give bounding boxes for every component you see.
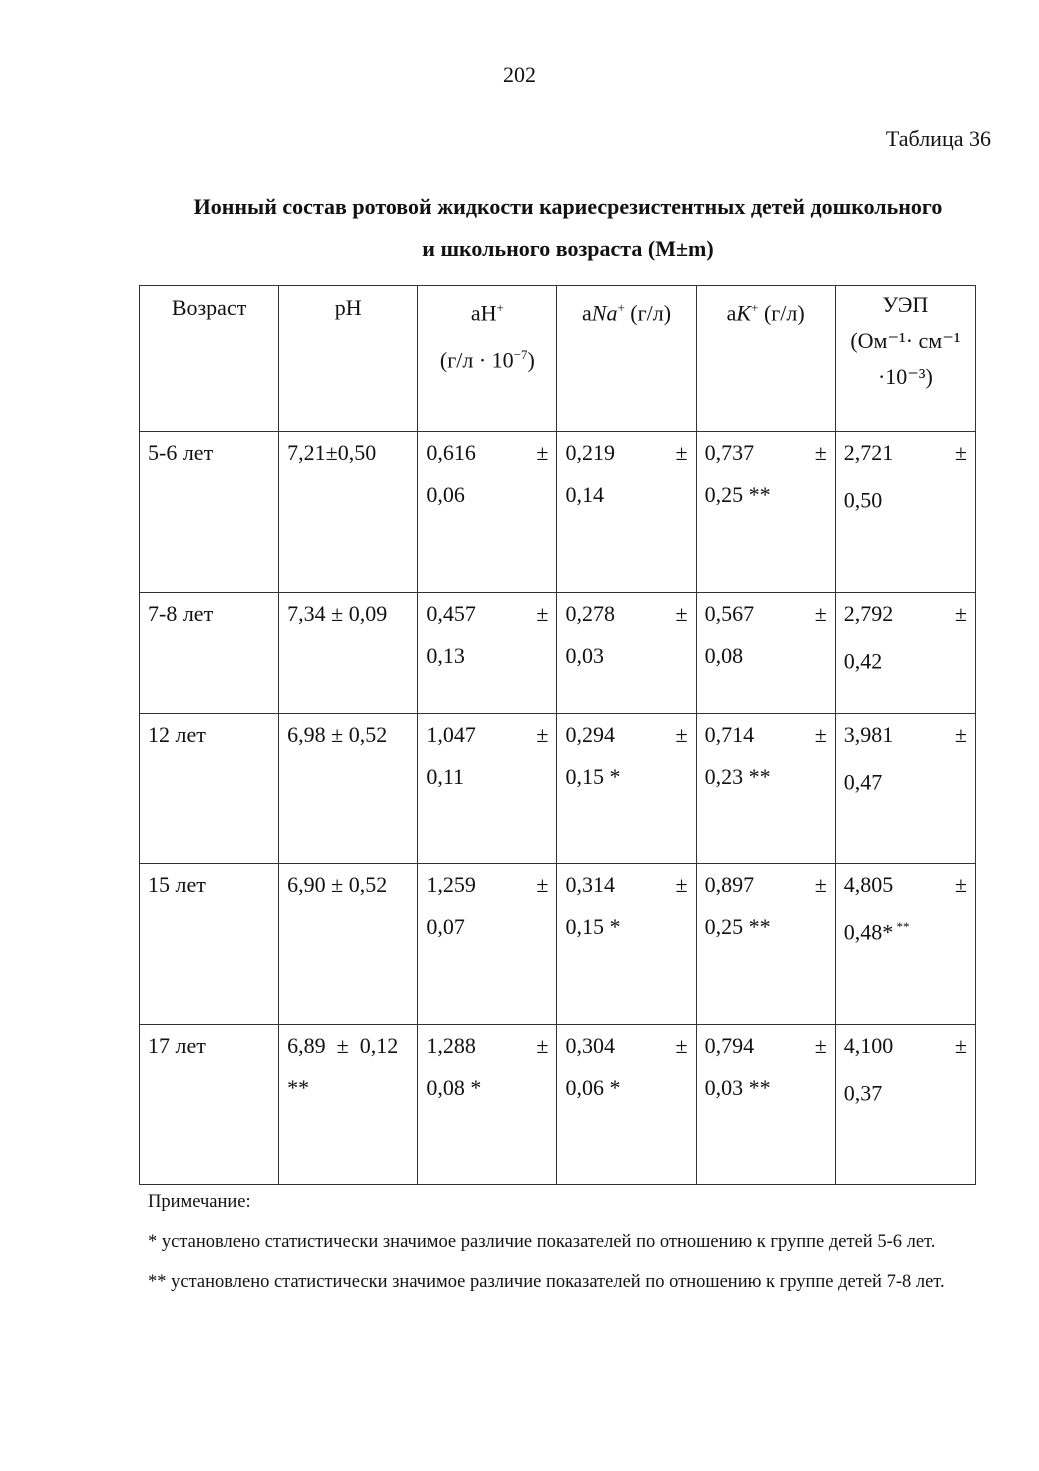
header-ak: aK+ (г/л) <box>696 286 835 432</box>
cell-ana: 0,278 ± 0,03 <box>557 593 696 714</box>
cell-ah: 1,288 ± 0,08 * <box>418 1025 557 1185</box>
note-1: * установлено статистически значимое различие показателей по отношению к группе детей 5-6 лет. <box>148 1232 936 1252</box>
cell-ana: 0,304 ± 0,06 * <box>557 1025 696 1185</box>
page-number: 202 <box>503 62 536 87</box>
header-row <box>140 286 976 432</box>
cell-ah: 0,616 ± 0,06 <box>418 432 557 593</box>
cell-age: 7-8 лет <box>140 593 279 714</box>
cell-ah: 0,457 ± 0,13 <box>418 593 557 714</box>
table-row <box>140 1025 976 1185</box>
cell-ak: 0,794 ± 0,03 ** <box>696 1025 835 1185</box>
note-2: ** установлено статистически значимое различие показателей по отношению к группе детей 7-8 лет. <box>148 1272 945 1292</box>
header-age: Возраст <box>140 286 279 432</box>
cell-uep: 2,792 ± 0,42 <box>835 593 975 714</box>
cell-ak: 0,897 ± 0,25 ** <box>696 864 835 1025</box>
table-row <box>140 432 976 593</box>
table-label: Таблица 36 <box>885 126 991 151</box>
ion-composition-table <box>139 285 976 1185</box>
cell-ph: 6,89 ± 0,12 ** <box>279 1025 418 1185</box>
cell-ph: 6,90 ± 0,52 <box>279 864 418 1025</box>
cell-uep: 4,805 ± 0,48* ** <box>835 864 975 1025</box>
header-ana: aNa+ (г/л) <box>557 286 696 432</box>
table-title <box>140 186 996 270</box>
header-ah: aH+ $(г/л \cdot 10^{-7})$ <box>418 286 557 432</box>
header-ph: pH <box>279 286 418 432</box>
cell-ph: 7,34 ± 0,09 <box>279 593 418 714</box>
header-uep: УЭП (Ом⁻¹· см⁻¹ ·10⁻³) <box>835 286 975 432</box>
table-row <box>140 864 976 1025</box>
table-title-line-2: и школьного возраста (М±m) <box>422 236 714 261</box>
cell-ph: 6,98 ± 0,52 <box>279 714 418 864</box>
cell-age: 15 лет <box>140 864 279 1025</box>
table-title-line-1: Ионный состав ротовой жидкости кариесрезистентных детей дошкольного <box>193 194 943 219</box>
cell-ana: 0,219 ± 0,14 <box>557 432 696 593</box>
cell-uep: 3,981 ± 0,47 <box>835 714 975 864</box>
notes <box>148 1190 990 1294</box>
cell-age: 12 лет <box>140 714 279 864</box>
table-row <box>140 593 976 714</box>
cell-ak: 0,737 ± 0,25 ** <box>696 432 835 593</box>
cell-ak: 0,567 ± 0,08 <box>696 593 835 714</box>
notes-title: Примечание: <box>148 1192 251 1212</box>
cell-uep: 2,721 ± 0,50 <box>835 432 975 593</box>
cell-age: 5-6 лет <box>140 432 279 593</box>
cell-uep: 4,100 ± 0,37 <box>835 1025 975 1185</box>
cell-age: 17 лет <box>140 1025 279 1185</box>
cell-ah: 1,259 ± 0,07 <box>418 864 557 1025</box>
cell-ah: 1,047 ± 0,11 <box>418 714 557 864</box>
cell-ana: 0,314 ± 0,15 * <box>557 864 696 1025</box>
cell-ana: 0,294 ± 0,15 * <box>557 714 696 864</box>
cell-ak: 0,714 ± 0,23 ** <box>696 714 835 864</box>
cell-ph: 7,21±0,50 <box>279 432 418 593</box>
table-row <box>140 714 976 864</box>
